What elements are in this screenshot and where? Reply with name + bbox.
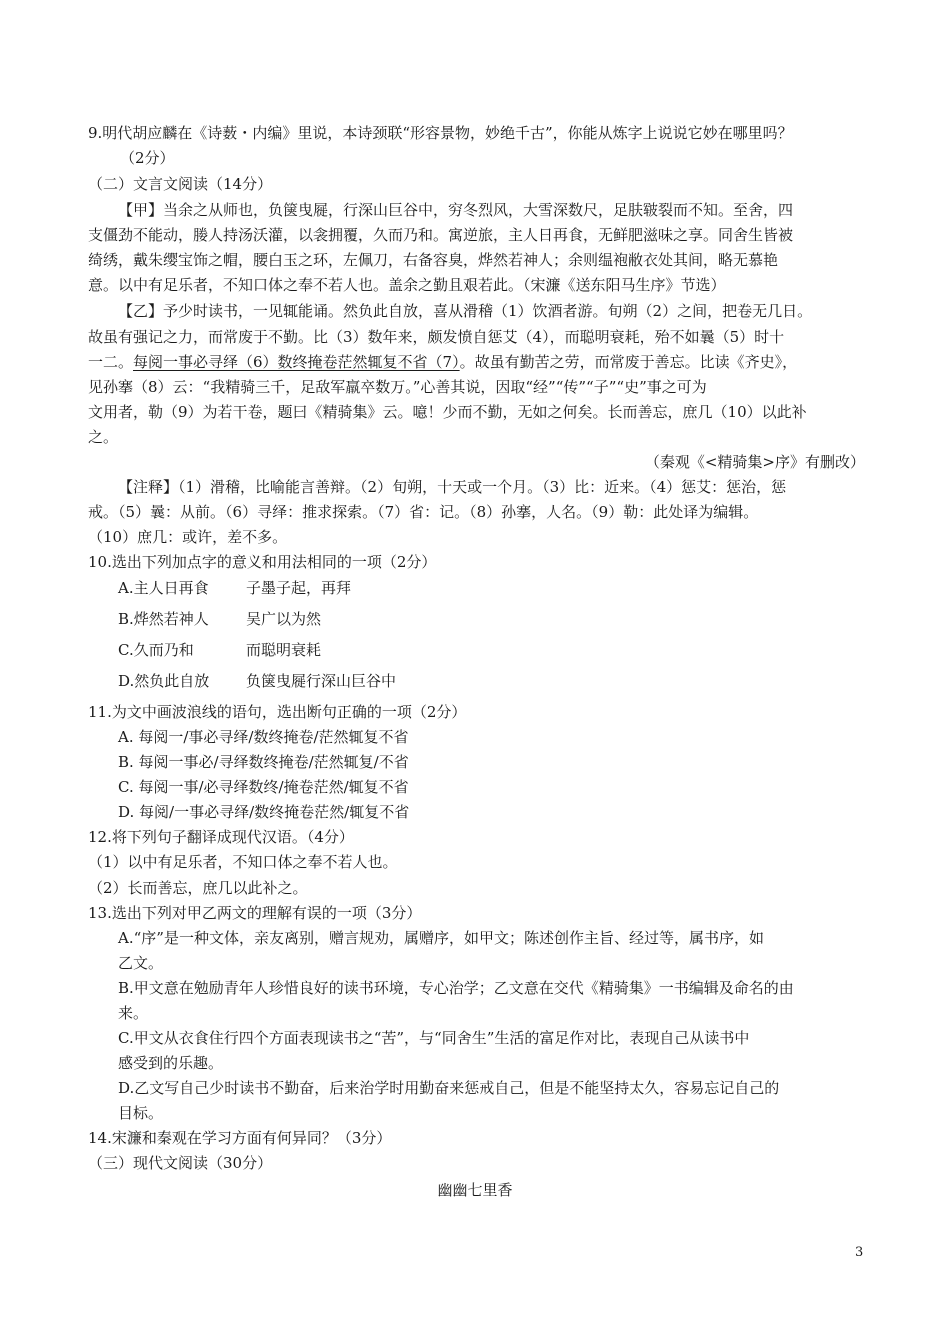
q10-option-a: D.然负此自放 <box>118 672 210 690</box>
annotation-line: 【注释】（1）滑稽，比喻能言善辩。（2）旬朔，十天或一个月。（3）比：近来。（4）惩艾：惩治，惩 <box>118 478 787 496</box>
q10-option-a: A.主人日再食 <box>118 579 209 597</box>
q14-stem: 14.宋濂和秦观在学习方面有何异同？（3分） <box>88 1129 392 1147</box>
passage-yi-line: 【乙】予少时读书，一见辄能诵。然负此自放，喜从滑稽（1）饮酒者游。旬朔（2）之间，把卷无几日。 <box>118 302 813 320</box>
q11-option: A. 每阅一/事必寻绎/数终掩卷/茫然辄复不省 <box>118 728 409 746</box>
section-heading-classical: （二）文言文阅读（14分） <box>88 175 273 193</box>
q11-option: D. 每阅/一事必寻绎/数终掩卷茫然/辄复不省 <box>118 803 410 821</box>
q10-option-a: B.烨然若神人 <box>118 610 209 628</box>
q13-stem: 13.选出下列对甲乙两文的理解有误的一项（3分） <box>88 904 422 922</box>
q12-sentence: （1）以中有足乐者，不知口体之奉不若人也。 <box>88 853 398 871</box>
q13-option-d: D.乙文写自己少时读书不勤奋，后来治学时用勤奋来惩戒自己，但是不能坚持太久，容易忘记自己的 <box>118 1079 780 1097</box>
passage-jia-line: 绮绣，戴朱缨宝饰之帽，腰白玉之环，左佩刀，右备容臭，烨然若神人；余则缊袍敝衣处其间，略无慕艳 <box>88 251 779 269</box>
q13-option-a: A.“序”是一种文体，亲友离别，赠言规劝，属赠序，如甲文；陈述创作主旨、经过等，属书序，如 <box>118 929 764 947</box>
q13-option-b: B.甲文意在勉励青年人珍惜良好的读书环境，专心治学；乙文意在交代《精骑集》一书编辑及命名的由 <box>118 979 794 997</box>
article-title: 幽幽七里香 <box>437 1181 513 1199</box>
q10-option <box>118 578 351 598</box>
q12-sentence: （2）长而善忘，庶几以此补之。 <box>88 879 308 897</box>
passage-yi-source: （秦观《<精骑集>序》有删改） <box>644 453 865 471</box>
passage-jia-line: 意。以中有足乐者，不知口体之奉不若人也。盖余之勤且艰若此。（宋濂《送东阳马生序》节选） <box>88 276 726 294</box>
passage-yi-line: 文用者，勒（9）为若干卷，题曰《精骑集》云。噫！少而不勤，无如之何矣。长而善忘，庶几（10）以此补 <box>88 403 807 421</box>
q10-option <box>118 640 321 660</box>
q10-option <box>118 671 396 691</box>
wavy-underlined-sentence: 每阅一事必寻绎（6）数终掩卷茫然辄复不省（7） <box>133 353 460 371</box>
q10-option <box>118 609 321 629</box>
passage-yi-text: 一二。 <box>88 353 134 371</box>
q12-stem: 12.将下列句子翻译成现代汉语。（4分） <box>88 828 354 846</box>
page-number: 3 <box>855 1245 864 1260</box>
q13-option-d-cont: 目标。 <box>118 1104 164 1122</box>
q11-option: C. 每阅一事/必寻绎数终/掩卷茫然/辄复不省 <box>118 778 409 796</box>
passage-jia-line: 支僵劲不能动，媵人持汤沃灌，以衾拥覆，久而乃和。寓逆旅，主人日再食，无鲜肥滋味之享。同舍生皆被 <box>88 226 794 244</box>
passage-yi-line: 见孙搴（8）云：“我精骑三千，足敌军羸卒数万。”心善其说，因取“经”“传”“子”“史”事之可为 <box>88 378 707 396</box>
q10-option-b: 负箧曳屣行深山巨谷中 <box>246 672 397 690</box>
section-heading-modern: （三）现代文阅读（30分） <box>88 1154 273 1172</box>
q9-score: （2分） <box>120 149 175 167</box>
q13-option-c: C.甲文从衣食住行四个方面表现读书之“苦”，与“同舍生”生活的富足作对比，表现自己从读书中 <box>118 1029 750 1047</box>
q13-option-b-cont: 来。 <box>118 1004 149 1022</box>
q9-stem: 9.明代胡应麟在《诗薮・内编》里说，本诗颈联“形容景物，妙绝千古”，你能从炼字上说说它妙在哪里吗？ <box>88 124 793 142</box>
q13-option-c-cont: 感受到的乐趣。 <box>118 1054 224 1072</box>
q10-option-b: 吴广以为然 <box>246 610 322 628</box>
passage-yi-text: 。故虽有勤苦之劳，而常废于善忘。比读《齐史》， <box>459 353 798 371</box>
q10-option-a: C.久而乃和 <box>118 641 194 659</box>
q10-option-b: 子墨子起，再拜 <box>246 579 352 597</box>
passage-jia-line: 【甲】当余之从师也，负箧曳屣，行深山巨谷中，穷冬烈风，大雪深数尺，足肤皲裂而不知。至舍，四 <box>118 201 794 219</box>
q11-option: B. 每阅一事必/寻绎数终掩卷/茫然辄复/不省 <box>118 753 409 771</box>
passage-yi-line: 之。 <box>88 428 119 446</box>
annotation-line: （10）庶几：或许，差不多。 <box>88 528 288 546</box>
q10-stem: 10.选出下列加点字的意义和用法相同的一项（2分） <box>88 553 437 571</box>
annotation-line: 戒。（5）曩：从前。（6）寻绎：推求探索。（7）省：记。（8）孙搴，人名。（9）勒：此处译为编辑。 <box>88 503 759 521</box>
passage-yi-line <box>88 352 797 372</box>
q11-stem: 11.为文中画波浪线的语句，选出断句正确的一项（2分） <box>88 703 467 721</box>
q10-option-b: 而聪明衰耗 <box>246 641 322 659</box>
q13-option-a-cont: 乙文。 <box>118 954 164 972</box>
passage-yi-line: 故虽有强记之力，而常废于不勤。比（3）数年来，颇发愤自惩艾（4），而聪明衰耗，殆不如曩（5）时十 <box>88 328 785 346</box>
